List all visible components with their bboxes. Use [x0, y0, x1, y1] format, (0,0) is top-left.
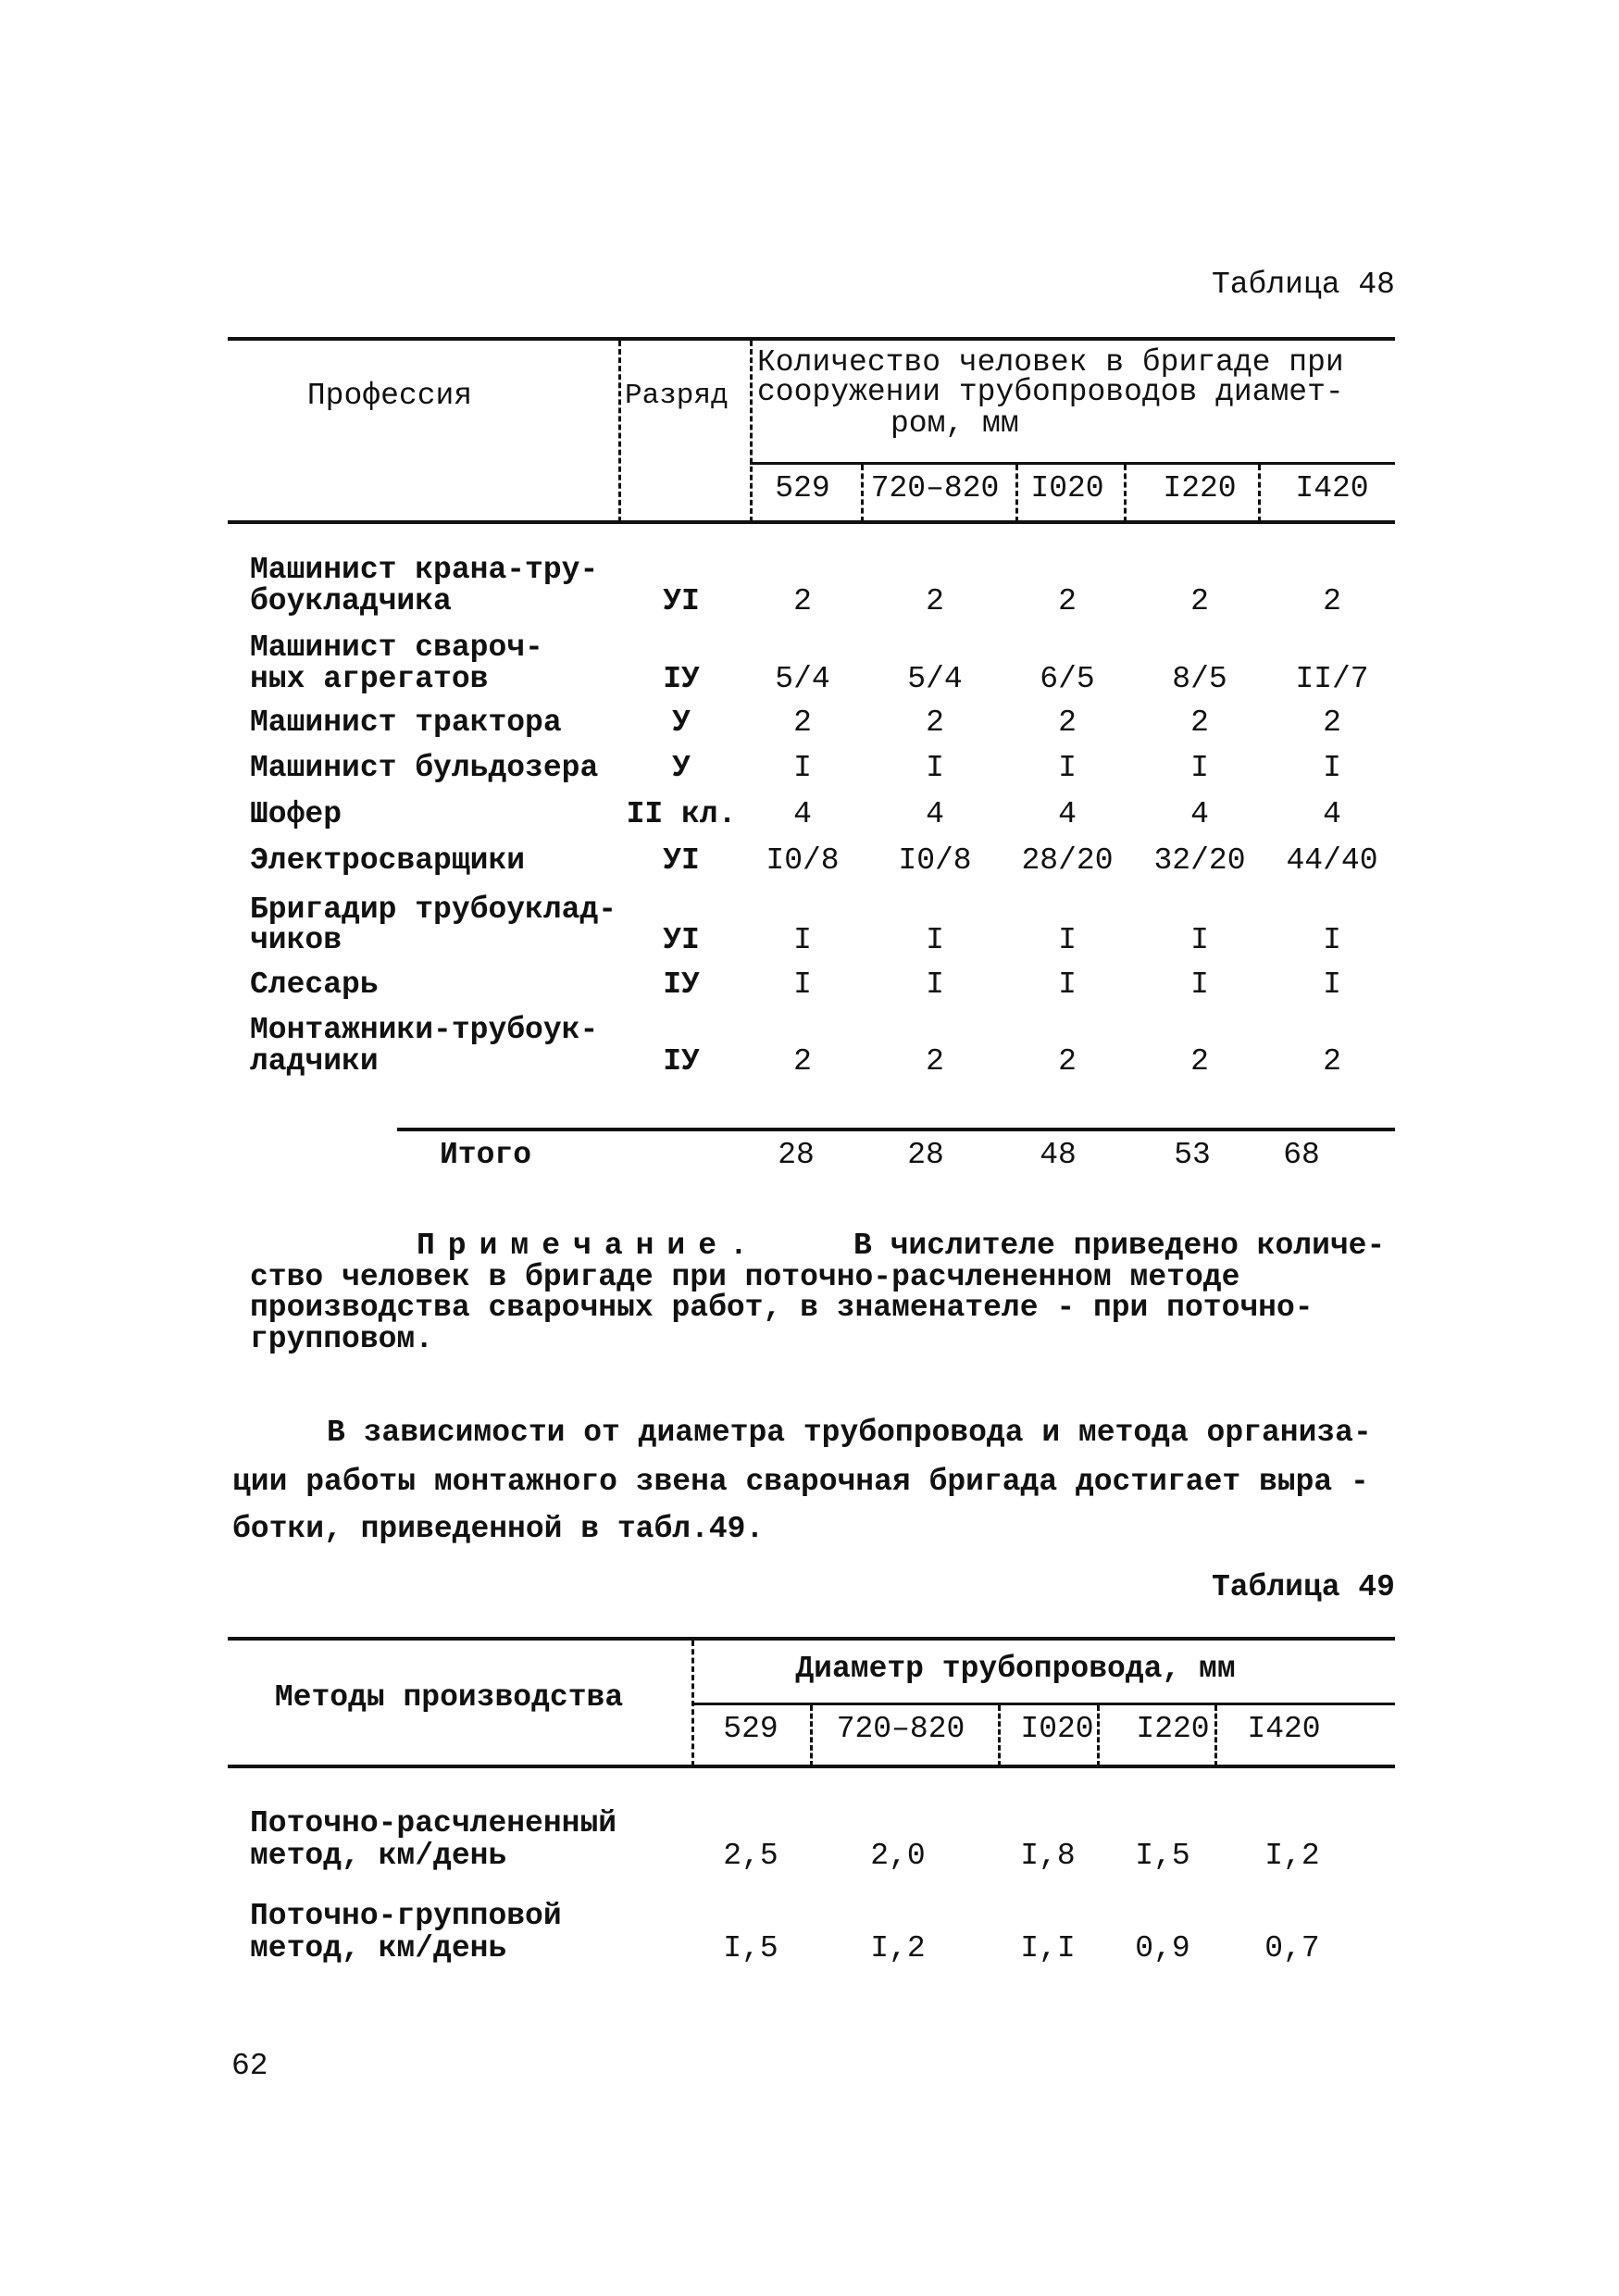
subheader-rule	[750, 462, 1395, 465]
value-cell: I	[1190, 751, 1209, 785]
value-cell: I	[1058, 923, 1077, 957]
subheader-rule	[691, 1703, 1395, 1705]
value-cell: I	[926, 967, 944, 1002]
value-cell: 32/20	[1153, 843, 1246, 878]
value-cell: I	[926, 751, 944, 785]
divider	[1015, 465, 1018, 522]
divider	[1124, 465, 1127, 522]
value-cell: I0/8	[766, 843, 840, 878]
diameter-header: I220	[1136, 1712, 1210, 1746]
value-cell: I,8	[1020, 1839, 1076, 1873]
paragraph-line: ботки, приведенной в табл.49.	[232, 1512, 765, 1546]
header-profession: Профессия	[306, 379, 473, 413]
value-cell: 2	[1190, 1044, 1209, 1079]
grade-cell: УI	[663, 923, 700, 957]
note-line: В числителе приведено количе-	[853, 1229, 1386, 1263]
value-cell: 4	[1190, 797, 1209, 831]
profession-name: Машинист бульдозера	[250, 751, 599, 785]
value-cell: 8/5	[1172, 662, 1227, 696]
value-cell: I,I	[1020, 1931, 1076, 1965]
grade-cell: II кл.	[626, 797, 737, 831]
value-cell: I	[793, 967, 812, 1002]
grade-cell: УI	[663, 843, 700, 878]
value-cell: 2	[926, 705, 944, 740]
divider	[1097, 1705, 1100, 1766]
table48-top-rule	[228, 337, 1395, 341]
table49-header-rule	[228, 1765, 1395, 1768]
value-cell: 2	[1323, 584, 1341, 618]
total-value: 68	[1283, 1138, 1320, 1172]
diameter-header: 720–820	[870, 471, 1000, 505]
value-cell: 2	[1323, 705, 1341, 740]
value-cell: I0/8	[898, 843, 972, 878]
grade-cell: IУ	[663, 1044, 700, 1079]
diameter-header: I420	[1247, 1712, 1321, 1746]
value-cell: 2	[926, 1044, 944, 1079]
grade-cell: IУ	[663, 662, 700, 696]
method-name: метод, км/день	[250, 1839, 507, 1873]
diameter-header: I020	[1030, 471, 1104, 505]
note-line: ство человек в бригаде при поточно-расчлененном методе	[250, 1260, 1240, 1294]
divider	[750, 341, 753, 522]
table48-header-rule	[228, 520, 1395, 524]
value-cell: 2	[1058, 705, 1077, 740]
table49-top-rule	[228, 1637, 1395, 1641]
value-cell: 4	[1058, 797, 1077, 831]
total-label: Итого	[440, 1138, 532, 1172]
value-cell: 2	[793, 584, 812, 618]
value-cell: 2	[926, 584, 944, 618]
value-cell: 2	[793, 1044, 812, 1079]
grade-cell: У	[672, 751, 691, 785]
header-diameter-group: Диаметр трубопровода, мм	[795, 1652, 1236, 1686]
table48-caption: Таблица 48	[1211, 268, 1395, 302]
profession-name: боукладчика	[250, 584, 452, 618]
page-number: 62	[231, 2049, 268, 2083]
header-methods: Методы производства	[274, 1680, 624, 1715]
profession-name: Шофер	[250, 797, 342, 831]
divider	[1258, 465, 1261, 522]
value-cell: 44/40	[1286, 843, 1378, 878]
value-cell: 2,0	[870, 1839, 926, 1873]
value-cell: I	[1190, 967, 1209, 1002]
value-cell: 5/4	[775, 662, 830, 696]
total-value: 28	[907, 1138, 944, 1172]
diameter-header: I020	[1020, 1712, 1094, 1746]
profession-name: Бригадир трубоуклад-	[250, 892, 617, 927]
value-cell: I	[1323, 751, 1341, 785]
profession-name: Машинист трактора	[250, 705, 562, 740]
diameter-header: I420	[1295, 471, 1369, 505]
paragraph-line: В зависимости от диаметра трубопровода и метода организа-	[327, 1416, 1372, 1450]
diameter-header: 529	[775, 471, 830, 505]
total-value: 53	[1174, 1138, 1211, 1172]
header-group-line1: Количество человек в бригаде при	[757, 345, 1344, 380]
table49-caption: Таблица 49	[1211, 1570, 1395, 1604]
profession-name: Слесарь	[250, 967, 379, 1002]
diameter-header: 529	[723, 1712, 778, 1746]
value-cell: 0,9	[1135, 1931, 1190, 1965]
value-cell: I	[1323, 967, 1341, 1002]
value-cell: I	[926, 923, 944, 957]
value-cell: 6/5	[1040, 662, 1095, 696]
value-cell: I,2	[870, 1931, 926, 1965]
value-cell: 4	[793, 797, 812, 831]
divider	[810, 1705, 813, 1766]
method-name: Поточно-групповой	[250, 1899, 562, 1933]
value-cell: I	[1058, 751, 1077, 785]
value-cell: I,2	[1264, 1839, 1320, 1873]
divider	[998, 1705, 1001, 1766]
profession-name: Машинист крана-тру-	[250, 553, 599, 587]
value-cell: 2	[1323, 1044, 1341, 1079]
profession-name: ладчики	[250, 1044, 379, 1079]
value-cell: I	[793, 751, 812, 785]
diameter-header: 720–820	[836, 1712, 965, 1746]
divider	[1214, 1705, 1217, 1766]
profession-name: ных агрегатов	[250, 662, 489, 696]
value-cell: I	[1190, 923, 1209, 957]
note-line: производства сварочных работ, в знаменателе - при поточно-	[250, 1291, 1314, 1325]
value-cell: 2	[1058, 1044, 1077, 1079]
value-cell: 2	[1190, 584, 1209, 618]
total-value: 28	[778, 1138, 815, 1172]
value-cell: I	[1058, 967, 1077, 1002]
grade-cell: УI	[663, 584, 700, 618]
value-cell: 2	[1058, 584, 1077, 618]
method-name: метод, км/день	[250, 1931, 507, 1965]
profession-name: чиков	[250, 923, 342, 957]
diameter-header: I220	[1163, 471, 1237, 505]
total-value: 48	[1040, 1138, 1077, 1172]
profession-name: Монтажники-трубоук-	[250, 1013, 599, 1047]
value-cell: I,5	[1135, 1839, 1190, 1873]
value-cell: 0,7	[1264, 1931, 1320, 1965]
value-cell: 28/20	[1021, 843, 1114, 878]
header-group-line2: сооружении трубопроводов диамет-	[757, 375, 1344, 409]
value-cell: 2	[1190, 705, 1209, 740]
value-cell: 2,5	[723, 1839, 778, 1873]
value-cell: 4	[1323, 797, 1341, 831]
value-cell: 2	[793, 705, 812, 740]
grade-cell: IУ	[663, 967, 700, 1002]
value-cell: 4	[926, 797, 944, 831]
value-cell: I	[1323, 923, 1341, 957]
header-grade: Разряд	[625, 380, 729, 412]
value-cell: 5/4	[907, 662, 963, 696]
value-cell: I,5	[723, 1931, 778, 1965]
note-heading: Примечание.	[417, 1229, 761, 1263]
value-cell: I	[793, 923, 812, 957]
paragraph-line: ции работы монтажного звена сварочная бригада достигает выра -	[232, 1465, 1369, 1499]
divider	[618, 341, 621, 522]
total-rule	[397, 1128, 1395, 1131]
method-name: Поточно-расчлененный	[250, 1806, 617, 1841]
value-cell: II/7	[1295, 662, 1369, 696]
note-line: групповом.	[250, 1322, 434, 1356]
profession-name: Машинист свароч-	[250, 630, 543, 665]
header-group-line3: ром, мм	[890, 406, 1019, 441]
profession-name: Электросварщики	[250, 843, 526, 878]
divider	[861, 465, 864, 522]
grade-cell: У	[672, 705, 691, 740]
